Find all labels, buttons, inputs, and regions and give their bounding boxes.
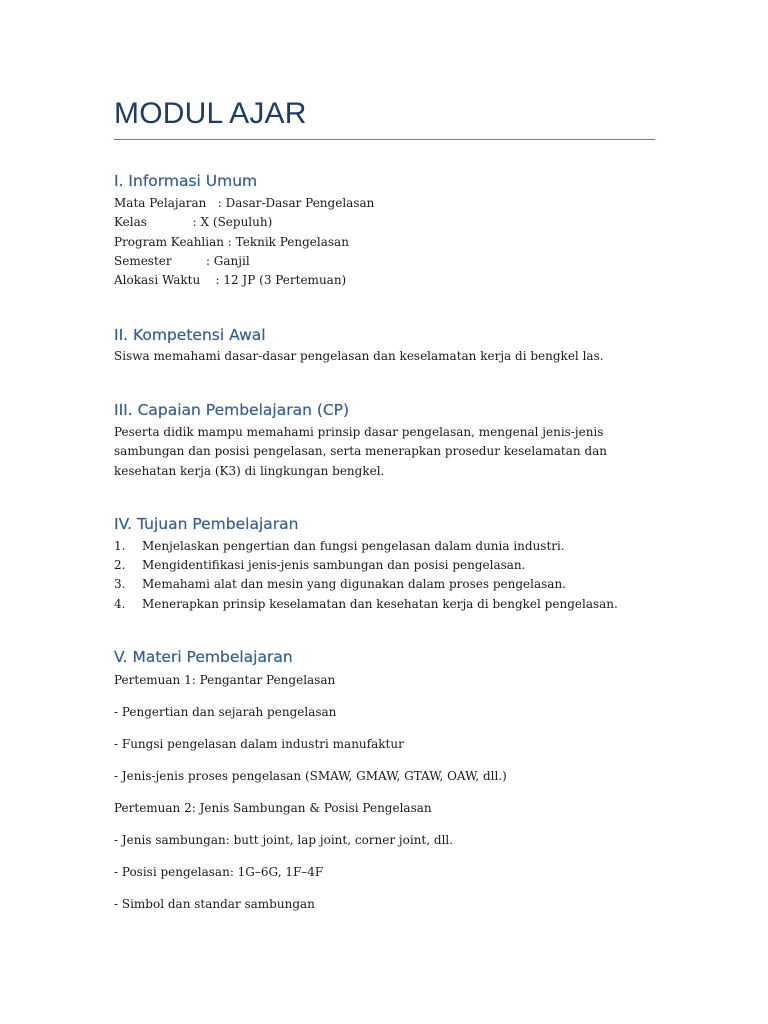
section-tujuan-pembelajaran — [114, 513, 659, 614]
list-item — [114, 556, 659, 575]
list-item — [114, 595, 659, 614]
list-text: Menerapkan prinsip keselamatan dan kesehatan kerja di bengkel pengelasan. — [142, 596, 618, 611]
section-materi-pembelajaran — [114, 646, 659, 914]
cp-text: Peserta didik mampu memahami prinsip dasar pengelasan, mengenal jenis-jenis sambungan dan posisi pengelasan, serta menerapkan prosedur keselamatan dan kesehatan kerja (K3) di lingkungan bengkel. — [114, 425, 608, 478]
list-item — [114, 575, 659, 594]
info-row-alokasi-waktu: Alokasi Waktu : 12 JP (3 Pertemuan) — [114, 273, 347, 288]
section-heading: II. Kompetensi Awal — [114, 326, 266, 344]
section-capaian-pembelajaran — [114, 399, 659, 481]
list-text: Mengidentifikasi jenis-jenis sambungan dan posisi pengelasan. — [142, 558, 526, 573]
materi-content — [114, 671, 659, 914]
materi-bullet: - Jenis-jenis proses pengelasan (SMAW, GMAW, GTAW, OAW, dll.) — [114, 769, 507, 783]
list-text: Menjelaskan pengertian dan fungsi pengelasan dalam dunia industri. — [142, 539, 565, 553]
section-heading: I. Informasi Umum — [114, 172, 258, 190]
info-row-semester: Semester : Ganjil — [114, 253, 250, 268]
materi-bullet: - Posisi pengelasan: 1G–6G, 1F–4F — [114, 865, 324, 879]
section-heading: III. Capaian Pembelajaran (CP) — [114, 401, 350, 419]
kompetensi-text: Siswa memahami dasar-dasar pengelasan dan keselamatan kerja di bengkel las. — [114, 349, 604, 363]
list-item — [114, 537, 659, 556]
list-number: 2. — [114, 558, 126, 573]
section-kompetensi-awal — [114, 324, 659, 366]
info-row-kelas: Kelas : X (Sepuluh) — [114, 215, 273, 230]
list-text: Memahami alat dan mesin yang digunakan dalam proses pengelasan. — [142, 577, 566, 592]
info-row-mata-pelajaran: Mata Pelajaran : Dasar-Dasar Pengelasan — [114, 196, 375, 210]
materi-bullet: - Simbol dan standar sambungan — [114, 897, 315, 911]
meeting-heading: Pertemuan 1: Pengantar Pengelasan — [114, 673, 336, 687]
goals-list — [114, 537, 659, 614]
list-number: 1. — [114, 539, 126, 553]
materi-bullet: - Pengertian dan sejarah pengelasan — [114, 705, 337, 719]
list-number: 4. — [114, 596, 126, 611]
list-number: 3. — [114, 577, 126, 592]
info-table — [114, 194, 659, 290]
section-heading: V. Materi Pembelajaran — [114, 648, 293, 666]
meeting-heading: Pertemuan 2: Jenis Sambungan & Posisi Pengelasan — [114, 801, 432, 815]
document-title: MODUL AJAR — [114, 97, 307, 130]
title-underline — [114, 139, 655, 140]
section-heading: IV. Tujuan Pembelajaran — [114, 515, 299, 533]
materi-bullet: - Jenis sambungan: butt joint, lap joint, corner joint, dll. — [114, 833, 454, 847]
materi-bullet: - Fungsi pengelasan dalam industri manufaktur — [114, 737, 404, 751]
info-row-program-keahlian: Program Keahlian : Teknik Pengelasan — [114, 234, 349, 249]
section-informasi-umum — [114, 170, 659, 290]
